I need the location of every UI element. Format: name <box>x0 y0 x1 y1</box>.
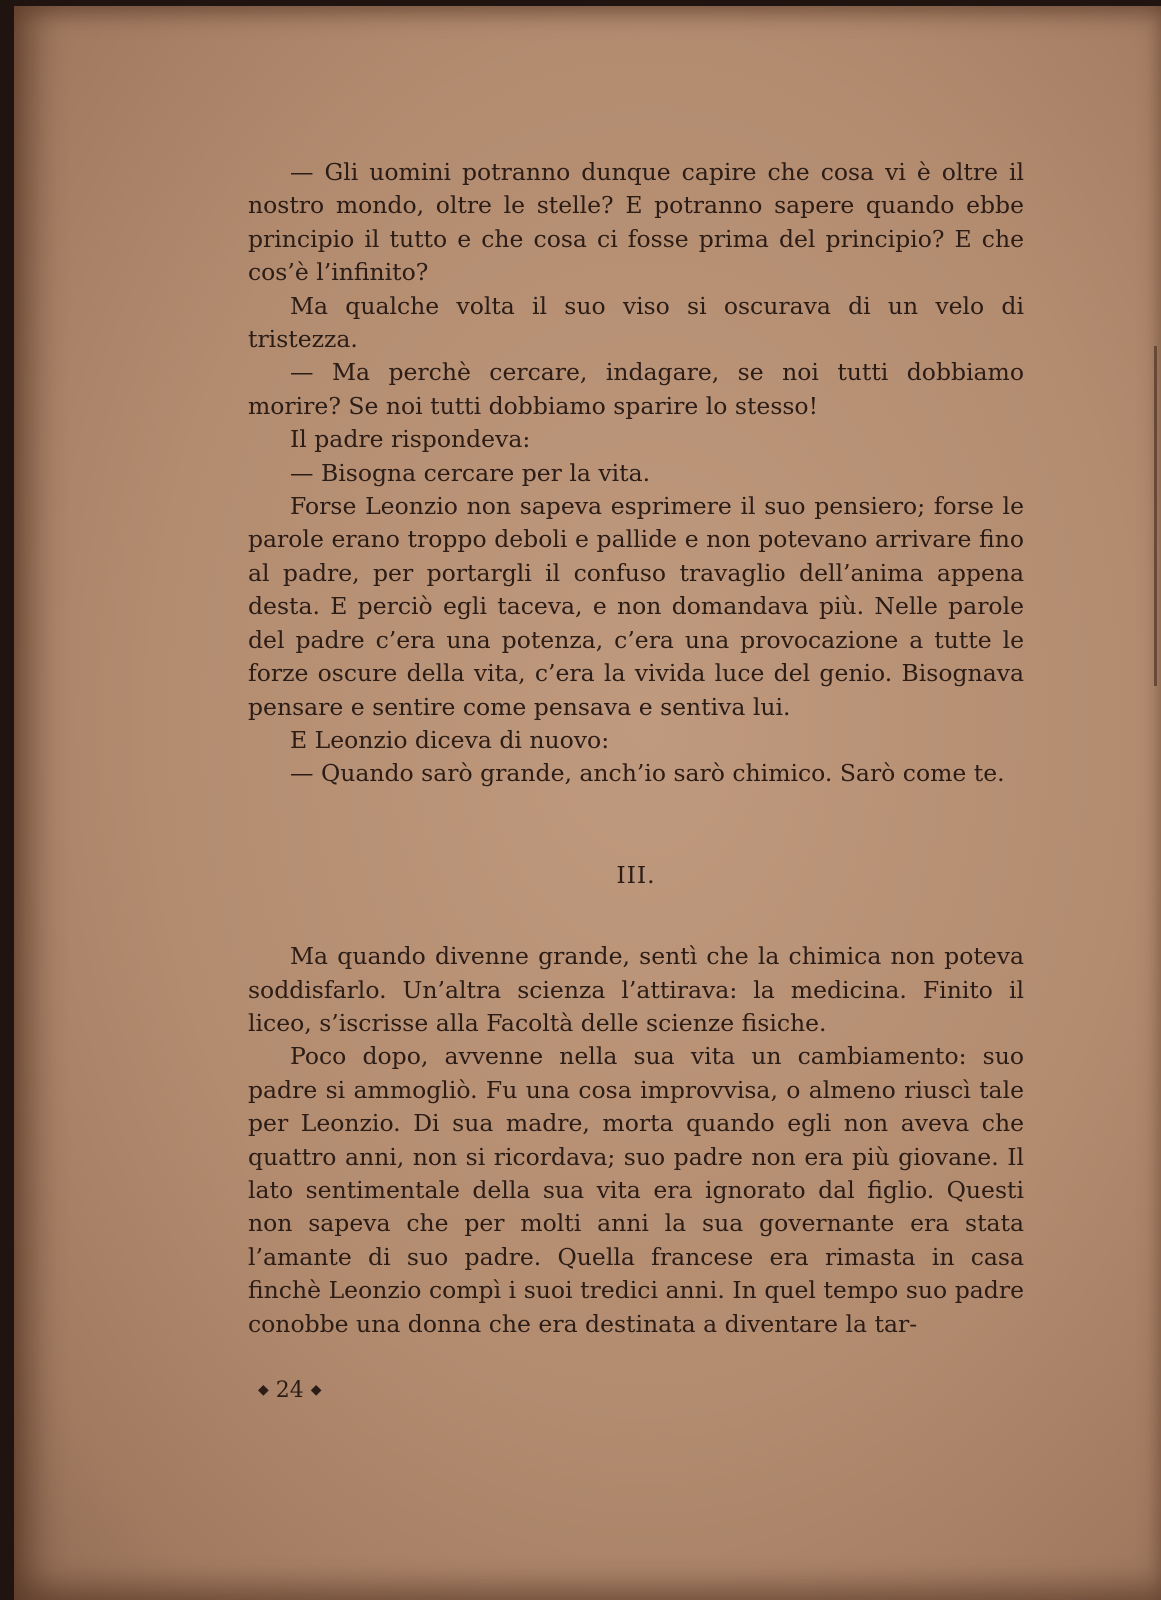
book-page <box>14 6 1161 1600</box>
page-edge-shadow <box>1154 346 1157 686</box>
paragraph: E Leonzio diceva di nuovo: <box>290 725 610 754</box>
chapter-heading: III. <box>616 860 656 889</box>
paragraph: Poco dopo, avvenne nella sua vita un cambiamento: suo padre si ammogliò. Fu una cosa improvvisa, o almeno riuscì tale per Leonzio. Di sua madre, morta quando egli non aveva che quattro anni, non si ricordava; suo padre non era più giovane. Il lato sentimentale della sua vita era ignorato dal figlio. Questi non sapeva che per molti anni la sua governante era stata l’amante di suo padre. Quella francese era rimasta in casa finchè Leonzio compì i suoi tredici anni. In quel tempo suo padre conobbe una donna che era destinata a diventare la tar- <box>248 1042 1024 1338</box>
paragraph: Ma quando divenne grande, sentì che la chimica non poteva soddisfarlo. Un’altra scienza l’attirava: la medicina. Finito il liceo, s’iscrisse alla Facoltà delle scienze fisiche. <box>248 942 1024 1037</box>
paragraph: Forse Leonzio non sapeva esprimere il suo pensiero; forse le parole erano troppo deboli e pallide e non potevano arrivare fino al padre, per portargli il confuso travaglio dell’anima appena desta. E perciò egli taceva, e non domandava più. Nelle parole del padre c’era una potenza, c’era una provocazione a tutte le forze oscure della vita, c’era la vivida luce del genio. Bisognava pensare e sentire come pensava e sentiva lui. <box>248 492 1024 721</box>
paragraph: — Gli uomini potranno dunque capire che cosa vi è oltre il nostro mondo, oltre le stelle? E potranno sapere quando ebbe principio il tutto e che cosa ci fosse prima del principio? E che cos’è l’infinito? <box>248 158 1024 287</box>
paragraph: Il padre rispondeva: <box>290 425 531 454</box>
paragraph: — Bisogna cercare per la vita. <box>290 458 651 487</box>
paragraph: — Ma perchè cercare, indagare, se noi tutti dobbiamo morire? Se noi tutti dobbiamo sparire lo stesso! <box>248 358 1024 420</box>
page-number-value: 24 <box>275 1378 304 1403</box>
diamond-ornament-icon: ◆ <box>258 1382 269 1398</box>
page-number <box>258 1378 322 1403</box>
page-text <box>248 156 1024 1341</box>
paragraph: — Quando sarò grande, anch’io sarò chimico. Sarò come te. <box>290 759 1005 788</box>
diamond-ornament-icon: ◆ <box>310 1382 322 1398</box>
paragraph: Ma qualche volta il suo viso si oscurava di un velo di tristezza. <box>248 291 1024 354</box>
